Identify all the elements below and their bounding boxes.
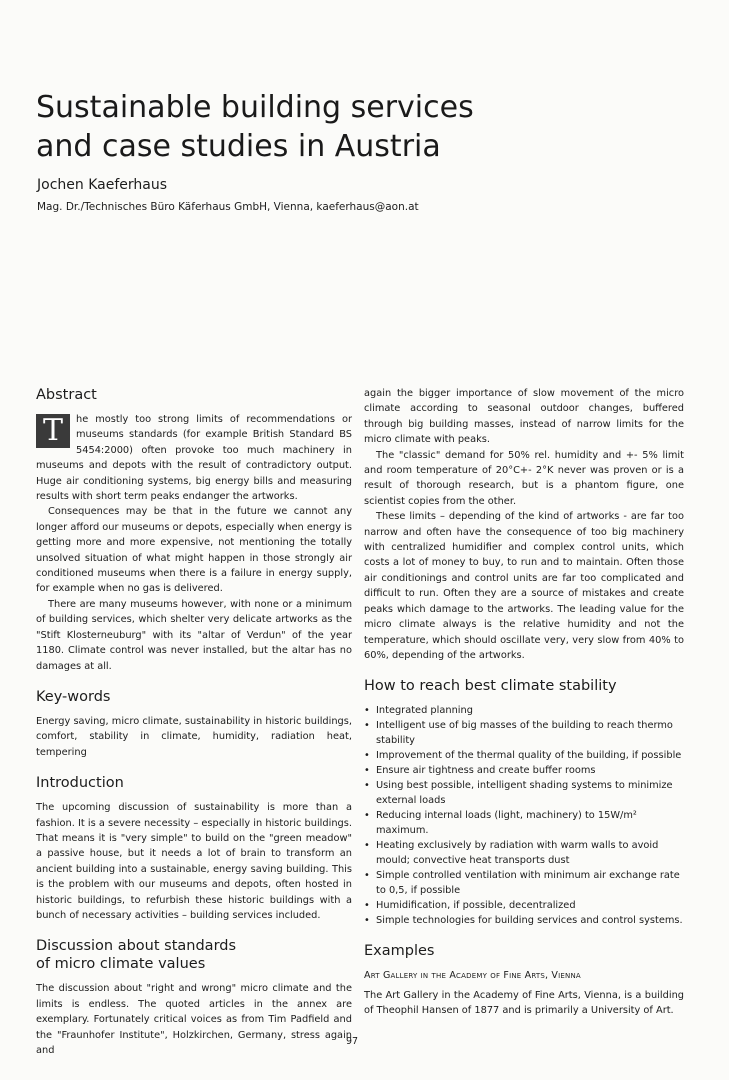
list-item: • Integrated planning (364, 703, 684, 718)
introduction-section (36, 774, 352, 923)
right-column (364, 386, 684, 1019)
list-item: • Heating exclusively by radiation with warm walls to avoid mould; convective heat transports dust (364, 838, 684, 868)
right-paragraph-1: again the bigger importance of slow movement of the micro climate according to seasonal outdoor changes, buffered through big building masses, instead of narrow limits for the micro climate with peaks. (364, 388, 684, 446)
stability-list (364, 703, 684, 928)
examples-section (364, 942, 684, 1018)
examples-text: The Art Gallery in the Academy of Fine Arts, Vienna, is a building of Theophil Hansen of 1877 and is primarily a University of Art. (364, 989, 684, 1017)
list-item: • Simple controlled ventilation with minimum air exchange rate to 0,5, if possible (364, 868, 684, 898)
examples-subheading: Art Gallery in the Academy of Fine Arts, Vienna (364, 970, 581, 982)
abstract-section (36, 412, 352, 674)
list-item: • Humidification, if possible, decentralized (364, 898, 684, 913)
stability-heading: How to reach best climate stability (364, 678, 617, 695)
discussion-section (36, 937, 352, 1058)
title-line-1: Sustainable building services (36, 90, 474, 125)
list-item: • Improvement of the thermal quality of the building, if possible (364, 748, 684, 763)
title-line-2: and case studies in Austria (36, 129, 441, 164)
keywords-heading: Key-words (36, 688, 111, 705)
discussion-text: The discussion about "right and wrong" micro climate and the limits is endless. The quoted articles in the annex are exemplary. Fortunately critical voices as from Tim Padfield and the "Fraunhofer Institute", Holzkirchen, Germany, stress again and (36, 983, 352, 1056)
abstract-heading: Abstract (36, 387, 97, 403)
page-number: 97 (346, 1036, 359, 1047)
drop-cap: T (36, 414, 70, 448)
list-item: • Using best possible, intelligent shading systems to minimize external loads (364, 778, 684, 808)
stability-section (364, 677, 684, 928)
list-item: • Reducing internal loads (light, machinery) to 15W/m² maximum. (364, 808, 684, 838)
keywords-text: Energy saving, micro climate, sustainability in historic buildings, comfort, stability in climate, humidity, radiation heat, tempering (36, 715, 352, 758)
right-paragraph-3: These limits – depending of the kind of artworks - are far too narrow and often have the consequence of too big machinery with centralized humidifier and complex control units, which costs a lot of money to buy, to run and to maintain. Often those air conditionings and control units are far too complicated and difficult to run. Often they are a source of mistakes and create peaks which damage to the artworks. The leading value for the micro climate always is the relative humidity and not the temperature, which should oscillate very, very slow from 40% to 60%, depending of the artworks. (364, 511, 684, 661)
abstract-paragraph-1: he mostly too strong limits of recommendations or museums standards (for example British Standard BS 5454:2000) often provoke too much machinery in museums and depots with the result of contradictory output. Huge air conditioning systems, big energy bills and measuring results with short term peaks endanger the artworks. (36, 414, 352, 503)
author-affiliation: Mag. Dr./Technisches Büro Käferhaus GmbH, Vienna, kaeferhaus@aon.at (37, 201, 419, 213)
abstract-paragraph-3: There are many museums however, with none or a minimum of building services, which shelter very delicate artworks as the "Stift Klosterneuburg" with its "altar of Verdun" of the year 1180. Climate control was never installed, but the altar has no damages at all. (36, 598, 352, 672)
list-item: • Intelligent use of big masses of the building to reach thermo stability (364, 718, 684, 748)
examples-heading: Examples (364, 943, 435, 960)
discussion-heading-line-1: Discussion about standards (36, 938, 237, 955)
discussion-heading-line-2: of micro climate values (36, 956, 206, 973)
introduction-heading: Introduction (36, 775, 124, 792)
list-item: • Simple technologies for building services and control systems. (364, 913, 684, 928)
left-column (36, 386, 352, 1058)
introduction-text: The upcoming discussion of sustainability is more than a fashion. It is a severe necessity – especially in historic buildings. That means it is "very simple" to build on the "green meadow" a passive house, but it needs a lot of brain to transform an ancient building into a sustainable, energy saving building. This is the problem with our museums and depots, often hosted in historic buildings, to refurbish these historic buildings with a bunch of necessary activities – building services included. (36, 802, 352, 921)
author-name: Jochen Kaeferhaus (37, 177, 167, 193)
abstract-paragraph-2: Consequences may be that in the future we cannot any longer afford our museums or depots, especially when energy is getting more and more expensive, not mentioning the totally unsolved situation of what might happen in those strongly air conditioned museums when there is a failure in energy supply, for example when no gas is delivered. (36, 506, 352, 595)
list-item: • Ensure air tightness and create buffer rooms (364, 763, 684, 778)
discussion-heading (36, 937, 352, 973)
keywords-section (36, 688, 352, 760)
paper-title (36, 88, 676, 166)
right-paragraph-2: The "classic" demand for 50% rel. humidity and +- 5% limit and room temperature of 20°C+- 2°K never was proven or is a result of thorough research, but is a phantom figure, one scientist copies from the other. (364, 449, 684, 507)
